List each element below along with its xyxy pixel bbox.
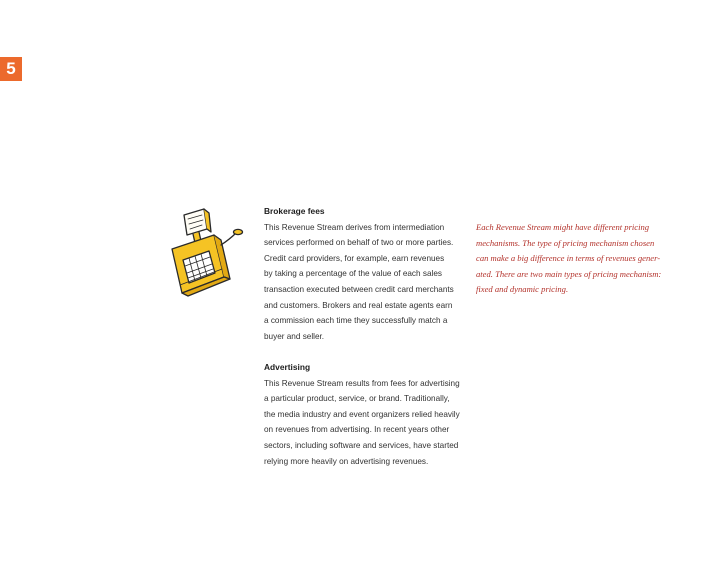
body-line: a particular product, service, or brand. Traditionally, [264, 394, 450, 404]
brokerage-fees-section [264, 204, 469, 344]
body-line: relying more heavily on advertising revenues. [264, 456, 429, 466]
cash-register-icon [166, 205, 244, 301]
body-line: This Revenue Stream derives from intermediation [264, 222, 445, 232]
sidebar-note [476, 220, 706, 298]
main-text-column [264, 204, 469, 469]
sidebar-line: fixed and dynamic pricing. [476, 284, 569, 295]
page-number-badge: 5 [0, 57, 22, 81]
body-line: by taking a percentage of the value of each sales [264, 269, 442, 279]
body-line: Credit card providers, for example, earn revenues [264, 253, 445, 263]
sidebar-line: Each Revenue Stream might have different pricing [476, 222, 650, 232]
body-line: and customers. Brokers and real estate agents earn [264, 300, 453, 310]
advertising-section [264, 360, 469, 469]
body-line: the media industry and event organizers relied heavily [264, 409, 460, 419]
body-line: on revenues from advertising. In recent years other [264, 425, 450, 435]
sidebar-line: mechanisms. The type of pricing mechanism chosen [476, 237, 655, 248]
sidebar-line: ated. There are two main types of pricing mechanism: [476, 268, 662, 279]
body-line: sectors, including software and services, have started [264, 440, 459, 450]
sidebar-line: can make a big difference in terms of revenues gener- [476, 253, 661, 264]
body-line: transaction executed between credit card merchants [264, 284, 454, 294]
section-heading: Brokerage fees [264, 206, 325, 216]
body-line: buyer and seller. [264, 331, 325, 341]
body-line: a commission each time they successfully match a [264, 316, 448, 326]
section-heading: Advertising [264, 361, 311, 372]
body-line: This Revenue Stream results from fees for advertising [264, 378, 460, 388]
cash-register-illustration [166, 205, 244, 301]
body-line: services performed on behalf of two or more parties. [264, 238, 454, 248]
